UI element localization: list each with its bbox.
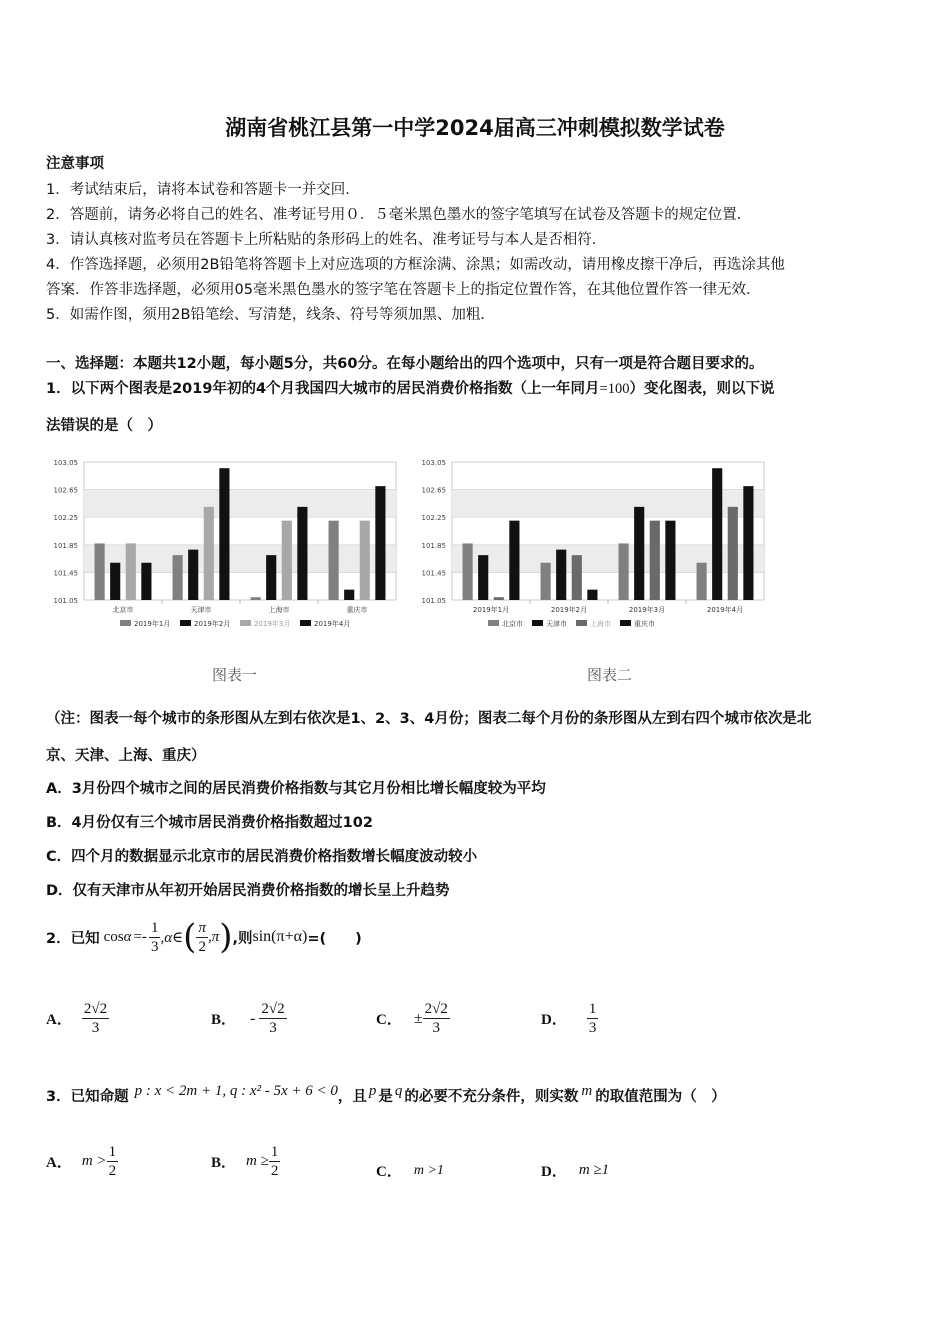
- q3-proposition: p : x < 2m + 1, q : x² - 5x + 6 < 0: [134, 1083, 338, 1099]
- bar: [219, 468, 229, 600]
- q2-option-a[interactable]: A． $\frac{2√2}{3}$: [46, 1001, 108, 1036]
- y-tick-label: 101.85: [421, 541, 446, 550]
- notice-item: 答案．作答非选择题，必须用05毫米黑色墨水的签字笔在答题卡上的指定位置作答，在其他位置作答一律无效．: [46, 282, 761, 298]
- q1-option-d[interactable]: D．仅有天津市从年初开始居民消费价格指数的增长呈上升趋势: [46, 883, 450, 899]
- q2-option-a-fraction: $\frac{2√2}{3}$: [83, 1001, 108, 1036]
- q1-stem: [46, 377, 774, 398]
- y-tick-label: 101.85: [53, 541, 78, 550]
- q1-stem-b: ）变化图表，则以下说: [629, 381, 775, 397]
- q2-sin: sin(π+α): [252, 928, 308, 945]
- legend-label: 2019年1月: [134, 620, 171, 628]
- q2-label: 2．已知: [46, 930, 100, 947]
- q2-eq: =-: [133, 928, 147, 945]
- q3-option-b[interactable]: B． m ≥ $\frac{1}{2}$: [211, 1144, 279, 1179]
- bar: [297, 507, 307, 600]
- q1-option-a[interactable]: A．3月份四个城市之间的居民消费价格指数与其它月份相比增长幅度较为平均: [46, 781, 546, 797]
- q3-option-a-fraction: $\frac{1}{2}$: [108, 1144, 117, 1179]
- right-paren: ): [219, 917, 233, 957]
- bar: [743, 486, 753, 600]
- legend-swatch: [488, 620, 499, 626]
- legend-label: 重庆市: [634, 620, 655, 628]
- bar: [266, 555, 276, 600]
- legend-label: 2019年2月: [194, 620, 231, 628]
- y-tick-label: 102.25: [53, 514, 78, 523]
- legend-swatch: [240, 620, 251, 626]
- q1-stem-c: 法错误的是（ ）: [46, 418, 162, 434]
- bar: [141, 563, 151, 600]
- bar: [282, 521, 292, 600]
- bar: [619, 543, 629, 600]
- q2-option-d-fraction: $\frac{1}{3}$: [588, 1001, 597, 1036]
- q1-note: （注：图表一每个城市的条形图从左到右依次是1、2、3、4月份；图表二每个月份的条形图从左到右四个城市依次是北: [46, 711, 812, 727]
- y-tick-label: 103.05: [421, 459, 446, 467]
- bar: [360, 521, 370, 600]
- left-paren: (: [183, 917, 197, 957]
- bar: [728, 507, 738, 600]
- bar: [712, 468, 722, 600]
- chart-2-caption: 图表二: [587, 666, 633, 684]
- bar: [344, 590, 354, 600]
- q2-option-c[interactable]: C． ± $\frac{2√2}{3}$: [376, 1001, 448, 1036]
- notice-item: 4．作答选择题，必须用2B铅笔将答题卡上对应选项的方框涂满、涂黑；如需改动，请用橡皮擦干净后，再选涂其他: [46, 257, 785, 273]
- y-tick-label: 102.65: [421, 486, 446, 495]
- q2-alpha: α: [123, 928, 132, 945]
- q1-option-b[interactable]: B．4月份仅有三个城市居民消费价格指数超过102: [46, 815, 373, 831]
- notice-item: 3．请认真核对监考员在答题卡上所粘贴的条形码上的姓名、准考证号与本人是否相符．: [46, 232, 607, 248]
- page-title: 湖南省桃江县第一中学2024届高三冲刺模拟数学试卷: [225, 116, 725, 140]
- legend-swatch: [120, 620, 131, 626]
- bar: [478, 555, 488, 600]
- bar: [375, 486, 385, 600]
- legend-label: 2019年3月: [254, 620, 291, 628]
- grid-band: [84, 490, 396, 518]
- q3-option-d[interactable]: D． m ≥1: [541, 1162, 610, 1180]
- y-tick-label: 101.45: [421, 569, 446, 578]
- notice-item: 5．如需作图，须用2B铅笔绘、写清楚，线条、符号等须加黑、加粗．: [46, 307, 495, 323]
- legend-label: 2019年4月: [314, 620, 351, 628]
- q2-end: =( ): [307, 930, 362, 947]
- bar: [188, 550, 198, 600]
- y-tick-label: 103.05: [53, 459, 78, 467]
- q2-option-d[interactable]: D． $\frac{1}{3}$: [541, 1001, 597, 1036]
- bar: [509, 521, 519, 600]
- y-tick-label: 102.65: [53, 486, 78, 495]
- y-tick-label: 102.25: [421, 514, 446, 523]
- y-tick-label: 101.05: [421, 597, 446, 605]
- bar: [463, 543, 473, 600]
- x-tick-label: 重庆市: [346, 606, 368, 614]
- q1-option-c[interactable]: C．四个月的数据显示北京市的居民消费价格指数增长幅度波动较小: [46, 849, 478, 865]
- chart-2: [408, 450, 788, 640]
- q2-option-b[interactable]: B． - $\frac{2√2}{3}$: [211, 1001, 285, 1036]
- bar: [95, 543, 105, 600]
- q1-note: 京、天津、上海、重庆）: [46, 748, 206, 764]
- legend-swatch: [620, 620, 631, 626]
- x-tick-label: 2019年2月: [550, 606, 588, 614]
- notice-item: 2．答题前，请务必将自己的姓名、准考证号用０．５毫米黑色墨水的签字笔填写在试卷及答题卡的规定位置．: [46, 207, 752, 223]
- x-tick-label: 天津市: [190, 606, 212, 614]
- x-tick-label: 上海市: [268, 606, 290, 614]
- q3-option-c[interactable]: C． m >1: [376, 1162, 444, 1180]
- bar: [126, 543, 136, 600]
- bar: [697, 563, 707, 600]
- bar: [572, 555, 582, 600]
- q2-interval-fraction: $\frac{\pi}{2}$: [198, 919, 206, 955]
- notice-item: 1．考试结束后，请将本试卷和答题卡一并交回．: [46, 182, 360, 198]
- q1-stem-a: 1．以下两个图表是2019年初的4个月我国四大城市的居民消费价格指数（上一年同月: [46, 381, 600, 397]
- bar: [650, 521, 660, 600]
- q2-cos: cos: [103, 928, 124, 945]
- bar: [110, 563, 120, 600]
- q3-option-b-fraction: $\frac{1}{2}$: [270, 1144, 279, 1179]
- chart-1-caption: 图表一: [212, 666, 258, 684]
- y-tick-label: 101.45: [53, 569, 78, 578]
- x-tick-label: 2019年4月: [706, 606, 744, 614]
- q2-in: ,α∈: [160, 929, 184, 946]
- q3-option-a[interactable]: A． m > $\frac{1}{2}$: [46, 1144, 117, 1179]
- notice-heading: 注意事项: [46, 156, 104, 172]
- bar: [204, 507, 214, 600]
- legend-label: 北京市: [502, 620, 523, 628]
- q2-stem: [46, 912, 362, 962]
- x-tick-label: 北京市: [112, 606, 134, 614]
- legend-swatch: [180, 620, 191, 626]
- q2-option-b-fraction: $\frac{2√2}{3}$: [261, 1001, 285, 1036]
- bar: [587, 590, 597, 600]
- x-tick-label: 2019年1月: [472, 606, 510, 614]
- x-tick-label: 2019年3月: [628, 606, 666, 614]
- bar: [541, 563, 551, 600]
- q3-stem: 3．已知命题 p : x < 2m + 1, q : x² - 5x + 6 < 0 ，且 p 是 q 的必要不充分条件，则实数 m 的取值范围为（ ）: [46, 1083, 726, 1105]
- bar: [665, 521, 675, 600]
- section-heading: 一、选择题：本题共12小题，每小题5分，共60分。在每小题给出的四个选项中，只有一项是符合题目要求的。: [46, 356, 764, 372]
- y-tick-label: 101.05: [53, 597, 78, 605]
- legend-label: 上海市: [590, 620, 611, 628]
- q2-then: ,则: [232, 930, 253, 947]
- q2-interval-end: ,π: [207, 928, 220, 945]
- legend-label: 天津市: [546, 620, 567, 628]
- legend-swatch: [532, 620, 543, 626]
- bar: [251, 597, 261, 600]
- legend-swatch: [300, 620, 311, 626]
- q2-option-c-fraction: $\frac{2√2}{3}$: [424, 1001, 448, 1036]
- bar: [634, 507, 644, 600]
- bar: [494, 597, 504, 600]
- q3-label: 3．已知命题: [46, 1089, 129, 1105]
- legend-swatch: [576, 620, 587, 626]
- bar: [556, 550, 566, 600]
- q1-stem-eq: =100: [599, 381, 630, 397]
- bar: [329, 521, 339, 600]
- bar: [173, 555, 183, 600]
- chart-1: [40, 450, 420, 640]
- q2-fraction: $\frac{1}{3}$: [150, 919, 159, 955]
